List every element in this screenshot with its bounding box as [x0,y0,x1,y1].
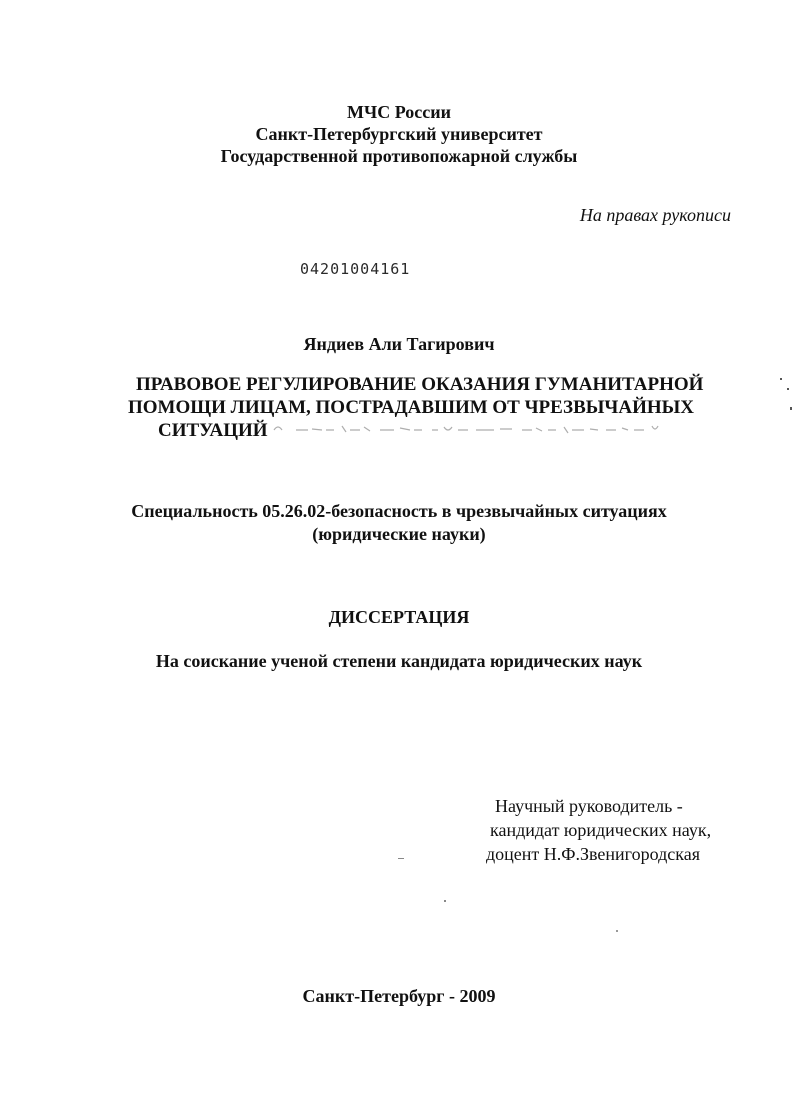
degree-line: На соискание ученой степени кандидата юридических наук [155,651,643,671]
manuscript-note: На правах рукописи [579,205,731,225]
document-type: ДИССЕРТАЦИЯ [328,607,470,627]
org-line-2: Санкт-Петербургский университет [255,124,543,144]
scan-speck [780,378,782,380]
specialty-line-2: (юридические науки) [312,524,486,544]
org-line-3: Государственной противопожарной службы [220,146,578,166]
scan-speck [444,900,446,902]
city-year: Санкт-Петербург - 2009 [302,986,496,1006]
catalog-number-stamp: 04201004161 [300,260,411,278]
advisor-line-1: Научный руководитель - [495,796,683,816]
title-line-1: ПРАВОВОЕ РЕГУЛИРОВАНИЕ ОКАЗАНИЯ ГУМАНИТАРНОЙ [136,374,704,395]
advisor-line-2: кандидат юридических наук, [490,820,712,840]
advisor-line-3: доцент Н.Ф.Звенигородская [486,844,700,864]
author-name: Яндиев Али Тагирович [303,334,495,354]
title-line-3: СИТУАЦИЙ [158,420,268,441]
scan-smudge [272,418,672,438]
title-line-2: ПОМОЩИ ЛИЦАМ, ПОСТРАДАВШИМ ОТ ЧРЕЗВЫЧАЙНЫХ [128,397,695,418]
scan-speck [790,407,792,410]
scan-speck [787,388,789,390]
scan-speck [398,858,404,859]
org-line-1: МЧС России [347,102,451,122]
specialty-line-1: Специальность 05.26.02-безопасность в чрезвычайных ситуациях [131,501,667,521]
scan-speck [616,930,618,932]
